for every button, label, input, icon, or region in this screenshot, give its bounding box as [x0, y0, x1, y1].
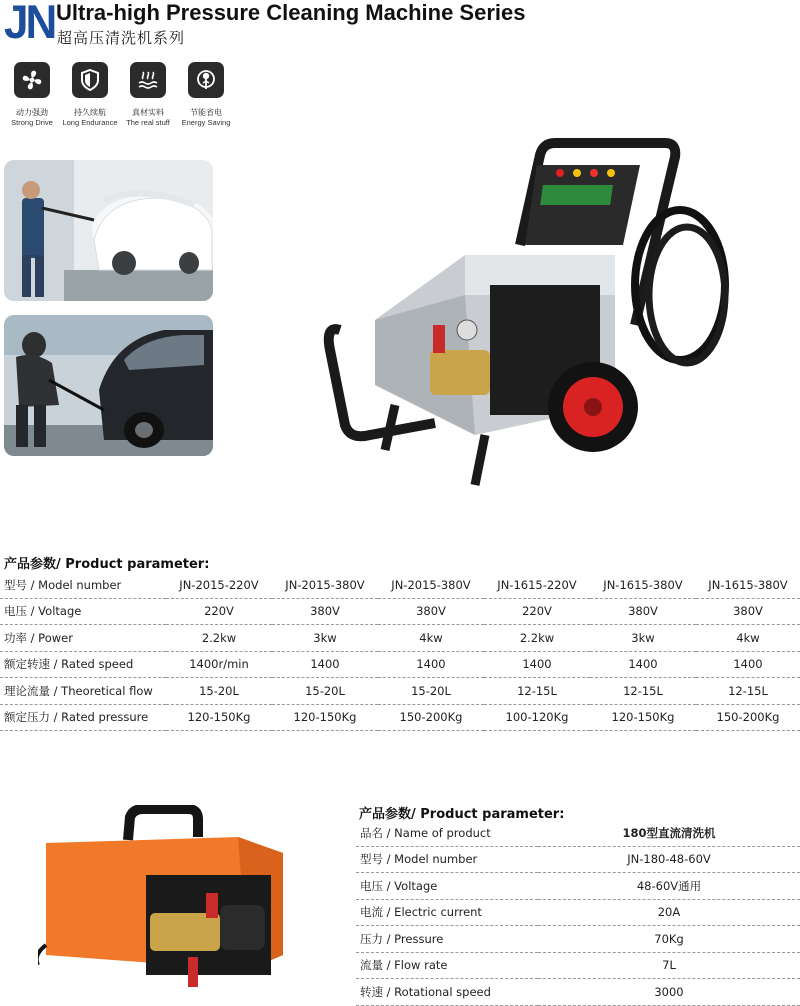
parameter-value: 220V: [484, 598, 590, 625]
parameter-value: 1400: [272, 651, 378, 678]
parameter-value: 1400: [590, 651, 696, 678]
product-parameter-title: 产品参数/ Product parameter:: [4, 557, 210, 572]
parameter-value: 3kw: [272, 625, 378, 652]
feature-item: [62, 62, 118, 127]
fan-icon: [14, 62, 50, 98]
feature-label-en: Long Endurance: [62, 118, 118, 127]
parameter-value: 20A: [538, 899, 800, 926]
feature-item: [4, 62, 60, 127]
parameter-value: JN-2015-380V: [378, 572, 484, 598]
table-row: [356, 820, 800, 846]
parameter-label: 品名 / Name of product: [356, 820, 538, 846]
table-row: [0, 651, 800, 678]
parameter-value: 120-150Kg: [272, 704, 378, 731]
parameter-value: 15-20L: [272, 678, 378, 705]
parameter-value: 380V: [696, 598, 800, 625]
feature-item: [120, 62, 176, 127]
page-title: Ultra-high Pressure Cleaning Machine Series: [56, 0, 526, 25]
parameter-label: 电压 / Voltage: [0, 598, 166, 625]
parameter-value: 380V: [590, 598, 696, 625]
dc-product-parameter-table: [356, 820, 800, 1006]
parameter-value: 2.2kw: [484, 625, 590, 652]
parameter-value: 48-60V通用: [538, 873, 800, 900]
parameter-value: 12-15L: [590, 678, 696, 705]
parameter-value: 1400: [484, 651, 590, 678]
parameter-value: JN-1615-220V: [484, 572, 590, 598]
parameter-value: 3000: [538, 979, 800, 1006]
dark-car-wash-photo: [4, 315, 213, 456]
dc-product-parameter-title: 产品参数/ Product parameter:: [359, 807, 565, 822]
parameter-label: 功率 / Power: [0, 625, 166, 652]
heat-waves-icon: [130, 62, 166, 98]
parameter-value: 15-20L: [166, 678, 272, 705]
feature-label-en: Strong Drive: [11, 118, 53, 127]
parameter-label: 额定转速 / Rated speed: [0, 651, 166, 678]
parameter-value: JN-2015-380V: [272, 572, 378, 598]
parameter-label: 电压 / Voltage: [356, 873, 538, 900]
parameter-value: 4kw: [378, 625, 484, 652]
brand-logo: JN: [4, 0, 55, 49]
table-row: [356, 873, 800, 900]
parameter-label: 型号 / Model number: [0, 572, 166, 598]
parameter-value: 120-150Kg: [166, 704, 272, 731]
parameter-value: 15-20L: [378, 678, 484, 705]
eco-tree-icon: [188, 62, 224, 98]
parameter-label: 流量 / Flow rate: [356, 952, 538, 979]
parameter-value: 4kw: [696, 625, 800, 652]
parameter-value: JN-1615-380V: [590, 572, 696, 598]
feature-label-cn: 持久续航: [74, 108, 106, 117]
table-row: [356, 926, 800, 953]
parameter-value: 12-15L: [484, 678, 590, 705]
parameter-label: 理论流量 / Theoretical flow: [0, 678, 166, 705]
table-row: [0, 572, 800, 598]
feature-label-cn: 真材实料: [132, 108, 164, 117]
parameter-value: 120-150Kg: [590, 704, 696, 731]
parameter-value: 1400: [378, 651, 484, 678]
page-subtitle: 超高压清洗机系列: [57, 29, 186, 47]
parameter-value: JN-180-48-60V: [538, 846, 800, 873]
parameter-value: 2.2kw: [166, 625, 272, 652]
table-row: [356, 952, 800, 979]
feature-label-cn: 动力强劲: [16, 108, 48, 117]
parameter-value: JN-2015-220V: [166, 572, 272, 598]
parameter-label: 电流 / Electric current: [356, 899, 538, 926]
parameter-value: 1400: [696, 651, 800, 678]
parameter-value: 380V: [378, 598, 484, 625]
car-wash-photo: [4, 160, 213, 301]
parameter-value: 180型直流清洗机: [538, 820, 800, 846]
parameter-label: 压力 / Pressure: [356, 926, 538, 953]
product-parameter-table: [0, 572, 800, 731]
parameter-value: 1400r/min: [166, 651, 272, 678]
feature-label-cn: 节能省电: [190, 108, 222, 117]
table-row: [356, 979, 800, 1006]
feature-label-en: Energy Saving: [181, 118, 231, 127]
table-row: [0, 678, 800, 705]
parameter-value: 12-15L: [696, 678, 800, 705]
table-row: [0, 704, 800, 731]
feature-item: [178, 62, 234, 127]
parameter-value: JN-1615-380V: [696, 572, 800, 598]
parameter-value: 70Kg: [538, 926, 800, 953]
feature-label-en: The real stuff: [126, 118, 170, 127]
table-row: [0, 625, 800, 652]
parameter-value: 7L: [538, 952, 800, 979]
parameter-label: 额定压力 / Rated pressure: [0, 704, 166, 731]
parameter-value: 150-200Kg: [696, 704, 800, 731]
shield-icon: [72, 62, 108, 98]
parameter-value: 100-120Kg: [484, 704, 590, 731]
parameter-value: 380V: [272, 598, 378, 625]
pressure-washer-image: [315, 135, 735, 495]
feature-list: [4, 62, 236, 127]
dc-washer-image: [38, 805, 298, 1000]
table-row: [356, 899, 800, 926]
table-row: [356, 846, 800, 873]
parameter-value: 220V: [166, 598, 272, 625]
parameter-label: 转速 / Rotational speed: [356, 979, 538, 1006]
parameter-label: 型号 / Model number: [356, 846, 538, 873]
table-row: [0, 598, 800, 625]
parameter-value: 3kw: [590, 625, 696, 652]
parameter-value: 150-200Kg: [378, 704, 484, 731]
